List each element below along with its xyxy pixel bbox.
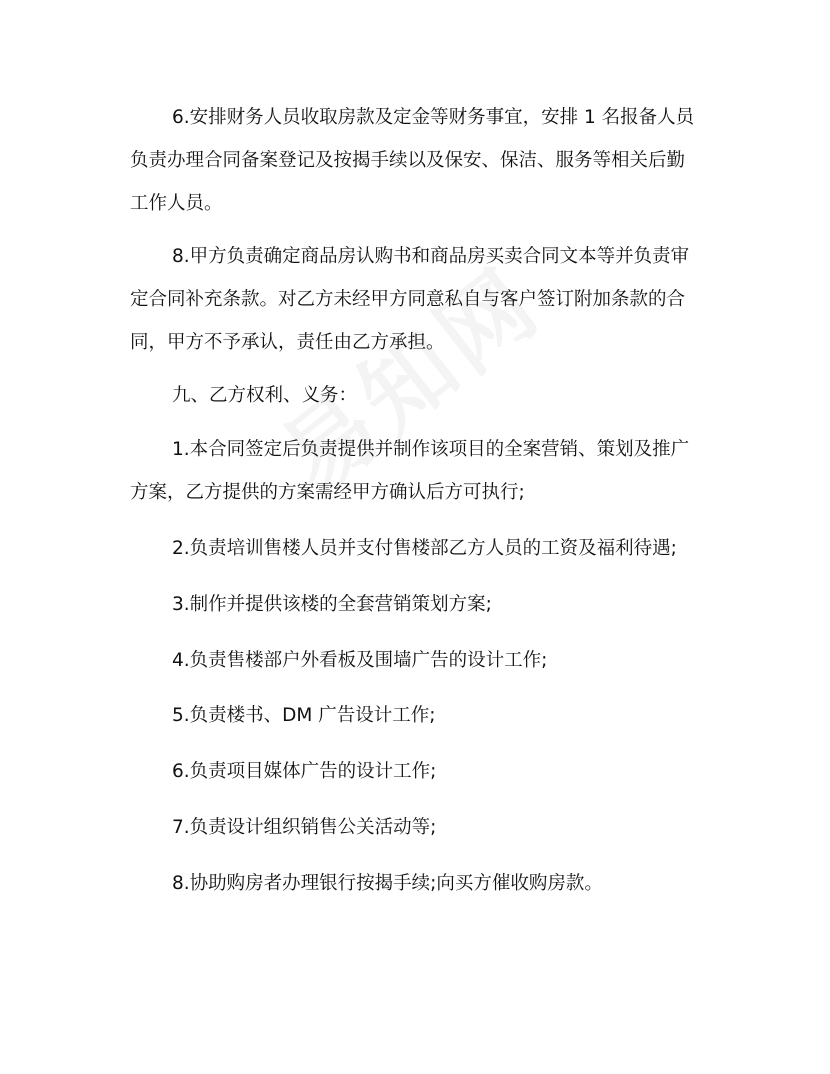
text-line: 工作人员。 [130,193,223,214]
text-line: 8.甲方负责确定商品房认购书和商品房买卖合同文本等并负责审 [172,246,690,267]
text-line: 6.负责项目媒体广告的设计工作; [172,761,437,782]
paragraph-finance-staff [130,96,710,225]
list-item-1 [130,428,710,514]
section-heading-party-b [130,374,710,417]
text-line: 4.负责售楼部户外看板及围墙广告的设计工作; [172,650,548,671]
text-line: 方案，乙方提供的方案需经甲方确认后方可执行; [130,482,525,503]
text-line: 定合同补充条款。对乙方未经甲方同意私自与客户签订附加条款的合 [130,289,686,310]
text-line: 8.协助购房者办理银行按揭手续;向买方催收购房款。 [172,873,603,894]
list-item-8 [130,862,710,905]
text-line: 2.负责培训售楼人员并支付售楼部乙方人员的工资及福利待遇; [172,538,677,559]
list-item-5 [130,694,710,737]
list-item-3 [130,583,710,626]
list-item-4 [130,639,710,682]
text-line: 1.本合同签定后负责提供并制作该项目的全案营销、策划及推广 [172,439,690,460]
text-line: 7.负责设计组织销售公关活动等; [172,817,437,838]
paragraph-contract-terms [130,235,710,364]
list-item-2 [130,527,710,570]
text-line: 负责办理合同备案登记及按揭手续以及保安、保洁、服务等相关后勤 [130,150,686,171]
text-line: 同，甲方不予承认，责任由乙方承担。 [130,332,445,353]
list-item-7 [130,806,710,849]
text-line: 6.安排财务人员收取房款及定金等财务事宜，安排 1 名报备人员 [172,107,695,128]
text-line: 九、乙方权利、义务： [172,385,358,406]
list-item-6 [130,750,710,793]
text-line: 3.制作并提供该楼的全套营销策划方案; [172,594,492,615]
text-line: 5.负责楼书、DM 广告设计工作; [172,705,436,726]
